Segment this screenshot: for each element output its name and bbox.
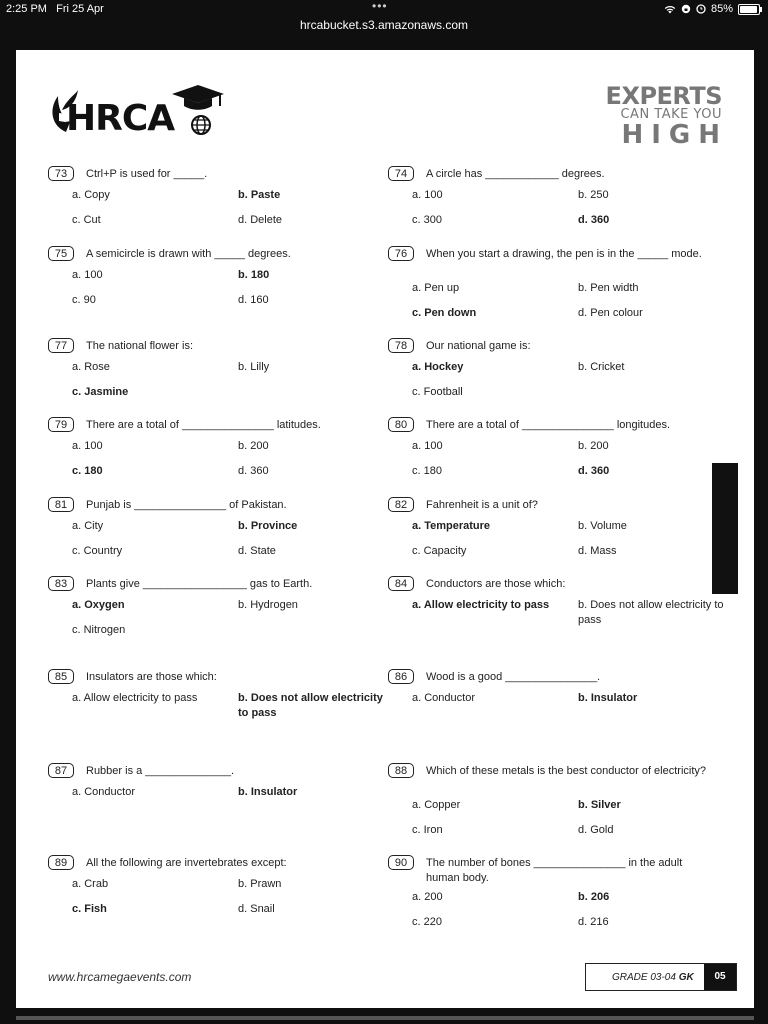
answer-option: c. Iron xyxy=(412,824,443,836)
battery-percent: 85% xyxy=(710,3,733,15)
answer-option: a. Crab xyxy=(72,878,109,890)
answer-option: b. Prawn xyxy=(238,878,282,890)
question-number-badge: 86 xyxy=(388,669,414,684)
answer-option: c. 90 xyxy=(72,294,96,306)
answer-option: a. 100 xyxy=(412,189,443,201)
answer-option: c. Nitrogen xyxy=(72,624,126,636)
answer-option: a. Conductor xyxy=(72,786,135,798)
hrca-logo xyxy=(48,84,228,146)
slogan-line-1: EXPERTS xyxy=(605,82,722,110)
answer-option: d. 360 xyxy=(238,465,269,477)
slogan-line-3: HIGH xyxy=(621,120,728,150)
answer-option: b. Volume xyxy=(578,520,627,532)
answer-option: b. 250 xyxy=(578,189,609,201)
question-text: Fahrenheit is a unit of? xyxy=(426,499,538,511)
answer-option: a. Copper xyxy=(412,799,461,811)
question-number-badge: 84 xyxy=(388,576,414,591)
question-text: Wood is a good _______________. xyxy=(426,671,601,683)
answer-option-correct: b. Silver xyxy=(578,799,621,811)
footer-url[interactable]: www.hrcamegaevents.com xyxy=(48,970,192,984)
answer-option: c. Cut xyxy=(72,214,101,226)
question-text: A circle has ____________ degrees. xyxy=(426,168,605,180)
answer-option: c. 220 xyxy=(412,916,442,928)
logo-text: HRCA xyxy=(66,98,175,139)
answer-option: b. 200 xyxy=(238,440,269,452)
answer-option: a. Rose xyxy=(72,361,110,373)
answer-option-correct: d. 360 xyxy=(578,214,610,226)
answer-option: d. Delete xyxy=(238,214,283,226)
answer-option: d. State xyxy=(238,545,276,557)
answer-option: c. Football xyxy=(412,386,463,398)
answer-option: a. 100 xyxy=(72,440,103,452)
question-number-badge: 80 xyxy=(388,417,414,432)
answer-option-correct: c. Jasmine xyxy=(72,386,129,398)
question-number-badge: 78 xyxy=(388,338,414,353)
answer-option-correct: a. Temperature xyxy=(412,520,491,532)
slogan-line-2: CAN TAKE YOU xyxy=(620,107,722,122)
answer-option: b. Hydrogen xyxy=(238,599,298,611)
answer-option: c. 300 xyxy=(412,214,442,226)
answer-option: a. Pen up xyxy=(412,282,460,294)
answer-option: b. Lilly xyxy=(238,361,270,373)
lock-rotation-icon xyxy=(681,4,691,14)
answer-option-correct: b. 180 xyxy=(238,269,270,281)
question-number-badge: 83 xyxy=(48,576,74,591)
question-text: Ctrl+P is used for _____. xyxy=(86,168,208,180)
answer-option-correct: b. Insulator xyxy=(238,786,298,798)
answer-option: d. Pen colour xyxy=(578,307,643,319)
answer-option: d. Gold xyxy=(578,824,614,836)
answer-option-correct: b. Province xyxy=(238,520,298,532)
answer-option: a. Conductor xyxy=(412,692,475,704)
grade-label-box xyxy=(585,963,737,991)
question-text: When you start a drawing, the pen is in the _____ mode. xyxy=(426,248,702,260)
globe-icon xyxy=(190,114,212,136)
graduation-cap-icon xyxy=(168,84,226,114)
question-number-badge: 76 xyxy=(388,246,414,261)
answer-option: a. 100 xyxy=(412,440,443,452)
side-tab xyxy=(712,463,738,594)
answer-option: d. Mass xyxy=(578,545,617,557)
question-text: Rubber is a ______________. xyxy=(86,765,235,777)
question-text: Insulators are those which: xyxy=(86,671,217,683)
answer-option: b. Pen width xyxy=(578,282,639,294)
question-text: The number of bones _______________ in the adult human body. xyxy=(426,857,683,884)
grade-label: GRADE 03-04 GK xyxy=(612,972,694,983)
address-bar[interactable] xyxy=(0,14,768,36)
worksheet-page xyxy=(16,50,754,1008)
answer-option-correct: b. 206 xyxy=(578,891,610,903)
question-text: Conductors are those which: xyxy=(426,578,566,590)
question-text: Our national game is: xyxy=(426,340,531,352)
wifi-icon xyxy=(664,5,676,14)
question-text: Which of these metals is the best conductor of electricity? xyxy=(426,765,707,777)
question-number-badge: 88 xyxy=(388,763,414,778)
answer-option-correct: a. Oxygen xyxy=(72,599,125,611)
question-number-badge: 81 xyxy=(48,497,74,512)
battery-level xyxy=(740,6,757,13)
answer-option-correct: a. Allow electricity to pass xyxy=(412,599,550,611)
question-text: Punjab is _______________ of Pakistan. xyxy=(86,499,287,511)
status-time: 2:25 PM Fri 25 Apr xyxy=(6,3,104,15)
answer-option: a. Copy xyxy=(72,189,110,201)
answer-option: d. 160 xyxy=(238,294,269,306)
question-number-badge: 77 xyxy=(48,338,74,353)
url-text[interactable]: hrcabucket.s3.amazonaws.com xyxy=(299,18,469,32)
question-text: There are a total of _______________ latitudes. xyxy=(86,419,321,431)
answer-option: b. 200 xyxy=(578,440,609,452)
answer-option-correct: a. Hockey xyxy=(412,361,464,373)
question-number-badge: 79 xyxy=(48,417,74,432)
answer-option-correct: b. Does not allow electricity to pass xyxy=(238,692,383,719)
answer-option-correct: c. Fish xyxy=(72,903,107,915)
answer-option: a. Allow electricity to pass xyxy=(72,692,198,704)
answer-option: c. Country xyxy=(72,545,123,557)
answer-option: a. City xyxy=(72,520,104,532)
question-number-badge: 87 xyxy=(48,763,74,778)
question-number-badge: 90 xyxy=(388,855,414,870)
page-number: 05 xyxy=(704,964,736,990)
bottom-edge xyxy=(16,1016,754,1020)
question-number-badge: 82 xyxy=(388,497,414,512)
question-text: There are a total of _______________ longitudes. xyxy=(426,419,671,431)
question-number-badge: 85 xyxy=(48,669,74,684)
answer-option: b. Cricket xyxy=(578,361,625,373)
answer-option-correct: c. 180 xyxy=(72,465,103,477)
answer-option: c. Capacity xyxy=(412,545,467,557)
question-text: All the following are invertebrates except: xyxy=(86,857,287,869)
answer-option-correct: b. Insulator xyxy=(578,692,638,704)
alarm-icon xyxy=(696,4,706,14)
answer-option-correct: b. Paste xyxy=(238,189,281,201)
question-number-badge: 74 xyxy=(388,166,414,181)
question-number-badge: 75 xyxy=(48,246,74,261)
answer-option: a. 200 xyxy=(412,891,443,903)
question-number-badge: 73 xyxy=(48,166,74,181)
answer-option-correct: d. 360 xyxy=(578,465,610,477)
answer-option: d. 216 xyxy=(578,916,609,928)
answer-option: c. 180 xyxy=(412,465,442,477)
question-text: The national flower is: xyxy=(86,340,193,352)
question-text: A semicircle is drawn with _____ degrees. xyxy=(86,248,291,260)
question-text: Plants give _________________ gas to Earth. xyxy=(86,578,313,590)
answer-option-correct: c. Pen down xyxy=(412,307,477,319)
answer-option: d. Snail xyxy=(238,903,275,915)
question-number-badge: 89 xyxy=(48,855,74,870)
multitasking-dots[interactable]: ••• xyxy=(372,0,388,13)
battery-icon xyxy=(738,4,760,15)
slogan xyxy=(605,82,728,150)
answer-option: a. 100 xyxy=(72,269,103,281)
answer-option: b. Does not allow electricity to pass xyxy=(578,599,724,626)
